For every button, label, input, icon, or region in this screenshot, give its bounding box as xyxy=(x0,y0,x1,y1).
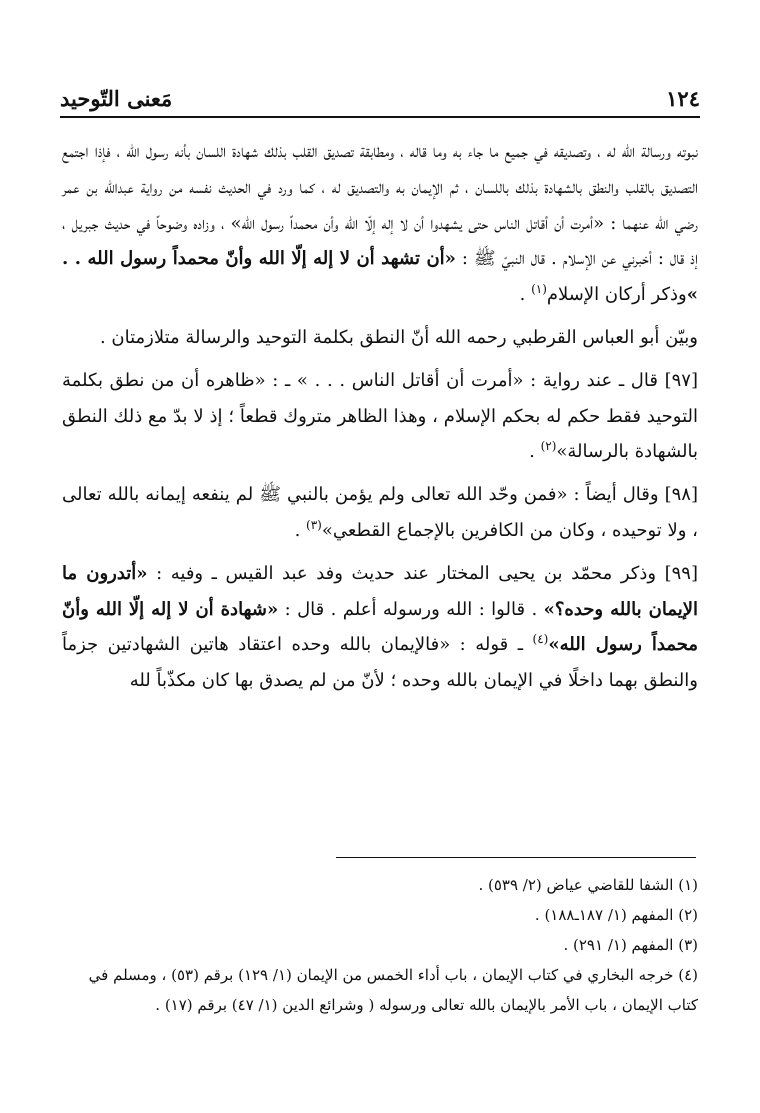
footnote-divider xyxy=(336,857,696,858)
paragraph-1-text: نبوته ورسالة الله له ، وتصديقه في جميع ما جاء به وما قاله ، ومطابقة تصديق القلب بذلك شهادة اللسان بأنه رسول الله ، فإذا اجتمع التصديق بالقلب والنطق بالشهادة بذلك باللسان ، ثم الإيمان به والتصديق له ، كما ورد في الحديث نفسه من رواية عبدالله بن عمر رضي الله عنهما : «أمرت أن أقاتل الناس حتى يشهدوا أن لا إله إلّا الله وأن محمداً رسول الله» ، وزاده وضوحاً في حديث جبريل ، إذ قال : أخبرني عن الإسلام . قال النبيّ ﷺ : xyxy=(62,141,698,270)
paragraph-98-close: . xyxy=(294,519,307,541)
paragraph-2-text: وبيّن أبو العباس القرطبي رحمه الله أنّ النطق بكلمة التوحيد والرسالة متلازمتان . xyxy=(99,326,698,348)
footnote-ref-3: (٣) xyxy=(306,517,322,532)
page-header xyxy=(60,80,700,118)
footnote-1: (١) الشفا للقاضي عياض (٢/ ٥٣٩) . xyxy=(478,876,698,894)
paragraph-2 xyxy=(62,320,698,356)
footnotes xyxy=(62,870,698,1020)
paragraph-97 xyxy=(62,363,698,470)
footnote-3: (٣) المفهم (١/ ٢٩١) . xyxy=(563,936,698,954)
running-title: مَعنى التّوحيد xyxy=(60,85,173,111)
paragraph-1-close: . xyxy=(519,284,532,306)
paragraph-99 xyxy=(62,556,698,699)
paragraph-1-end: وذكر أركان الإسلام xyxy=(546,284,687,306)
footnote-4: (٤) خرجه البخاري في كتاب الإيمان ، باب أداء الخمس من الإيمان (١/ ١٢٩) برقم (٥٣) ، ومسلم في كتاب الإيمان ، باب الأمر بالإيمان بالله تعالى ورسوله ( وشرائع الدين (١/ ٤٧) برقم (١٧) . xyxy=(88,966,698,1014)
paragraph-97-text: [٩٧] قال ـ عند رواية : «أمرت أن أقاتل الناس . . . » ـ : «ظاهره أن من نطق بكلمة التوحيد فقط حكم له بحكم الإسلام ، وهذا الظاهر متروك قطعاً ؛ إذ لا بدّ مع ذلك النطق بالشهادة بالرسالة» xyxy=(62,369,698,463)
hadith-answer: «شهادة أن لا إله إلّا الله وأنّ محمداً رسول الله» xyxy=(62,598,698,656)
paragraph-98-text: [٩٨] وقال أيضاً : «فمن وحّد الله تعالى ولم يؤمن بالنبي ﷺ لم ينفعه إيمانه بالله تعالى ، ولا توحيده ، وكان من الكافرين بالإجماع القطعي» xyxy=(62,484,698,541)
paragraph-98 xyxy=(62,477,698,549)
paragraph-99-rest: ـ قوله : «فالإيمان بالله وحده اعتقاد هاتين الشهادتين جزماً والنطق بهما داخلًا في الإيمان بالله وحده ؛ لأنّ من لم يصدق بها كان مكذّباً لله xyxy=(62,634,698,692)
footnote-ref-1: (١) xyxy=(531,282,547,297)
page-number: ١٢٤ xyxy=(666,85,700,111)
footnote-ref-2: (٢) xyxy=(540,439,557,454)
main-text xyxy=(62,134,698,706)
paragraph-99-start: [٩٩] وذكر محمّد بن يحيى المختار عند حديث وفد عبد القيس ـ وفيه : xyxy=(147,562,698,584)
hadith-question: «أتدرون ما الإيمان بالله وحده؟» xyxy=(62,562,698,620)
paragraph-99-mid: . قالوا : الله ورسوله أعلم . قال : xyxy=(278,598,544,620)
footnote-ref-4: (٤) xyxy=(532,632,549,647)
footnote-2: (٢) المفهم (١/ ١٨٧ـ١٨٨) . xyxy=(534,906,698,924)
paragraph-97-close: . xyxy=(529,441,541,463)
hadith-quote: «أن تشهد أن لا إله إلّا الله وأنّ محمداً رسول الله . . » xyxy=(62,248,698,306)
paragraph-1 xyxy=(62,134,698,313)
